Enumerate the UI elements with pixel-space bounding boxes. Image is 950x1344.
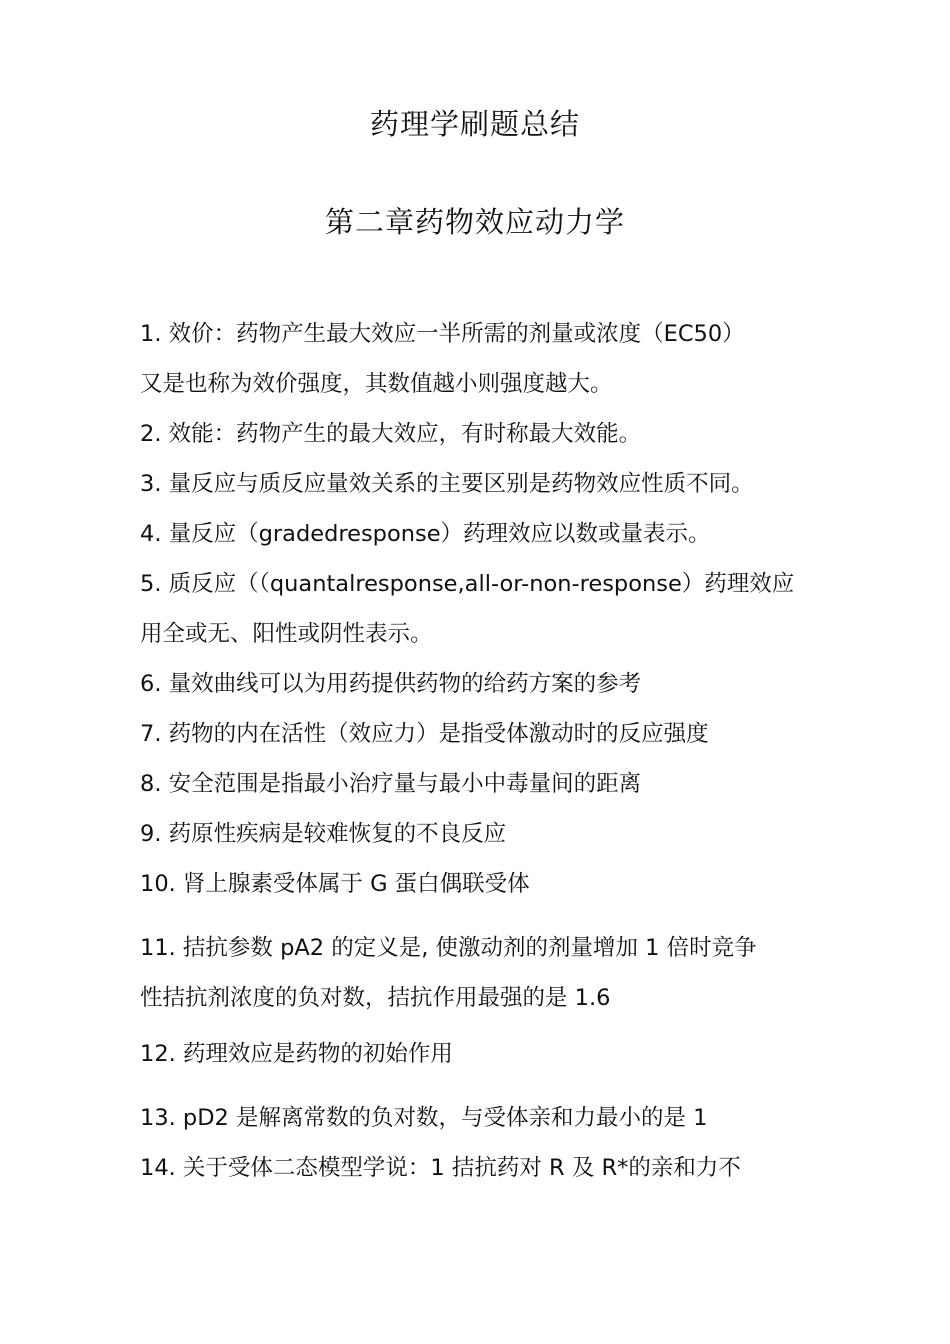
document-title: 药理学刷题总结	[369, 107, 580, 141]
text-line-16: 13. pD2 是解离常数的负对数，与受体亲和力最小的是 1	[140, 1105, 708, 1131]
text-line-11: 9. 药原性疾病是较难恢复的不良反应	[140, 821, 507, 847]
text-line-13: 11. 拮抗参数 pA2 的定义是, 使激动剂的剂量增加 1 倍时竞争	[140, 935, 757, 961]
text-line-14: 性拮抗剂浓度的负对数，拮抗作用最强的是 1.6	[140, 985, 611, 1011]
text-line-1: 1. 效价：药物产生最大效应一半所需的剂量或浓度（EC50）	[140, 321, 745, 347]
text-line-15: 12. 药理效应是药物的初始作用	[140, 1041, 453, 1067]
text-line-10: 8. 安全范围是指最小治疗量与最小中毒量间的距离	[140, 771, 642, 797]
document-body	[140, 309, 830, 1193]
text-line-5: 4. 量反应（gradedresponse）药理效应以数或量表示。	[140, 521, 711, 547]
text-line-3: 2. 效能：药物产生的最大效应，有时称最大效能。	[140, 421, 642, 447]
text-line-7: 用全或无、阳性或阴性表示。	[140, 621, 433, 647]
text-line-4: 3. 量反应与质反应量效关系的主要区别是药物效应性质不同。	[140, 471, 754, 497]
chapter-title: 第二章药物效应动力学	[324, 205, 625, 239]
text-line-9: 7. 药物的内在活性（效应力）是指受体激动时的反应强度	[140, 721, 709, 747]
text-line-17: 14. 关于受体二态模型学说：1 拮抗药对 R 及 R*的亲和力不	[140, 1155, 741, 1181]
text-line-12: 10. 肾上腺素受体属于 G 蛋白偶联受体	[140, 871, 530, 897]
text-line-8: 6. 量效曲线可以为用药提供药物的给药方案的参考	[140, 671, 642, 697]
text-line-2: 又是也称为效价强度，其数值越小则强度越大。	[140, 371, 613, 397]
text-line-6: 5. 质反应（（quantalresponse,all-or-non-response）药理效应	[140, 571, 795, 597]
